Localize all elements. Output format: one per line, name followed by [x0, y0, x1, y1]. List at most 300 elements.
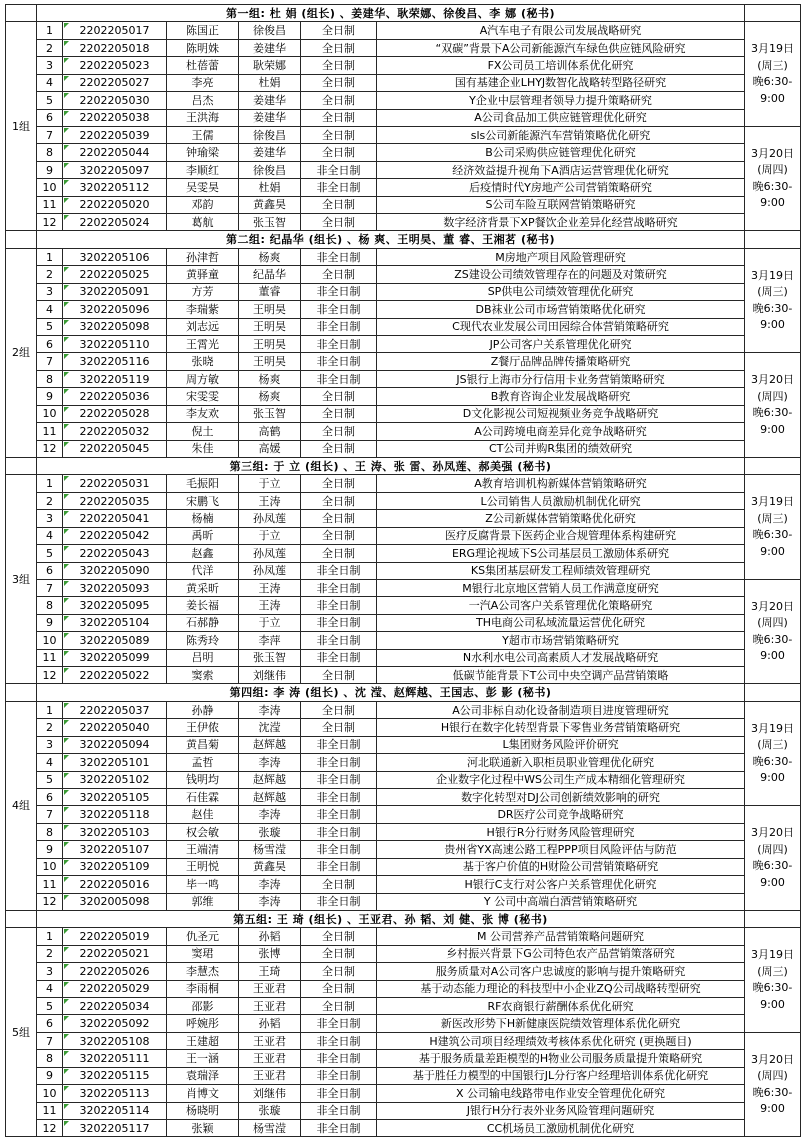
cell-student-name: 黄采昕: [167, 579, 239, 596]
session-datetime-line: 3月20日: [751, 373, 795, 387]
cell-advisor-name: 李涛: [239, 893, 301, 910]
cell-student-name: 石郝静: [167, 614, 239, 631]
text-format-flag-icon: [64, 372, 69, 377]
cell-student-id: [63, 266, 167, 283]
text-format-flag-icon: [64, 354, 69, 359]
cell-advisor-name: 李涛: [239, 754, 301, 771]
student-row: [6, 92, 801, 109]
cell-program-type: 全日制: [301, 928, 377, 945]
cell-student-id: [63, 876, 167, 893]
group-committee-header: 第二组: 纪晶华 (组长) 、杨 爽、王明昊、董 睿、王湘茗 (秘书): [37, 231, 745, 248]
cell-advisor-name: 刘继伟: [239, 1085, 301, 1102]
student-row: [6, 1102, 801, 1119]
cell-program-type: 非全日制: [301, 1067, 377, 1084]
student-row: [6, 998, 801, 1015]
cell-seq-number: 8: [37, 597, 63, 614]
text-format-flag-icon: [64, 807, 69, 812]
cell-seq-number: 10: [37, 858, 63, 875]
session-datetime-line: 3月19日: [751, 268, 795, 282]
cell-thesis-title: A汽车电子有限公司发展战略研究: [377, 22, 745, 39]
cell-seq-number: 8: [37, 1050, 63, 1067]
group-committee-header: 第五组: 王 琦 (组长) 、王亚君、孙 韬、刘 健、张 博 (秘书): [37, 910, 745, 927]
cell-thesis-title: 一汽A公司客户关系管理优化策略研究: [377, 597, 745, 614]
session-datetime-line: 晚6:30-: [752, 859, 793, 873]
cell-seq-number: 4: [37, 74, 63, 91]
cell-student-name: 周方敏: [167, 370, 239, 387]
student-row: [6, 527, 801, 544]
cell-seq-number: 7: [37, 353, 63, 370]
cell-program-type: 非全日制: [301, 353, 377, 370]
cell-thesis-title: B教育咨询企业发展战略研究: [377, 388, 745, 405]
cell-student-id: [63, 632, 167, 649]
cell-advisor-name: 姜建华: [239, 144, 301, 161]
cell-student-name: 方芳: [167, 283, 239, 300]
cell-advisor-name: 高媛: [239, 440, 301, 457]
cell-seq-number: 11: [37, 423, 63, 440]
cell-student-id: [63, 806, 167, 823]
cell-student-name: 陈国正: [167, 22, 239, 39]
session-datetime-line: 9:00: [760, 771, 785, 785]
cell-student-id: [63, 980, 167, 997]
student-id-text: 2202205019: [79, 930, 150, 944]
cell-thesis-title: H银行R分行财务风险管理研究: [377, 823, 745, 840]
cell-seq-number: 1: [37, 22, 63, 39]
cell-seq-number: 10: [37, 179, 63, 196]
cell-thesis-title: sls公司新能源汽车营销策略优化研究: [377, 126, 745, 143]
cell-student-id: [63, 754, 167, 771]
cell-seq-number: 6: [37, 336, 63, 353]
cell-advisor-name: 李涛: [239, 876, 301, 893]
student-id-text: 3202205092: [79, 1017, 150, 1031]
text-format-flag-icon: [64, 755, 69, 760]
cell-thesis-title: A公司食品加工供应链管理优化研究: [377, 109, 745, 126]
cell-seq-number: 3: [37, 963, 63, 980]
cell-student-id: [63, 388, 167, 405]
cell-student-id: [63, 74, 167, 91]
session-datetime-line: 3月19日: [751, 948, 795, 962]
student-id-text: 3202205091: [79, 285, 150, 299]
cell-thesis-title: H银行C支行对公客户关系管理优化研究: [377, 876, 745, 893]
student-row: [6, 301, 801, 318]
cell-student-id: [63, 214, 167, 231]
student-id-text: 3202205114: [79, 1104, 150, 1118]
cell-program-type: 全日制: [301, 475, 377, 492]
cell-program-type: 全日制: [301, 92, 377, 109]
session-datetime-line: 3月20日: [751, 599, 795, 613]
student-id-text: 2202205039: [79, 128, 150, 142]
session-datetime-line: 晚6:30-: [752, 406, 793, 420]
cell-student-id: [63, 510, 167, 527]
cell-advisor-name: 张璇: [239, 1102, 301, 1119]
cell-student-name: 姜长福: [167, 597, 239, 614]
student-row: [6, 945, 801, 962]
cell-program-type: 全日制: [301, 405, 377, 422]
cell-seq-number: 1: [37, 475, 63, 492]
cell-seq-number: 11: [37, 876, 63, 893]
cell-seq-number: 9: [37, 388, 63, 405]
student-id-text: 2202205023: [79, 58, 150, 72]
cell-program-type: 非全日制: [301, 893, 377, 910]
cell-program-type: 非全日制: [301, 179, 377, 196]
cell-student-name: 朱佳: [167, 440, 239, 457]
student-id-text: 3202205106: [79, 250, 150, 264]
session-datetime-line: 9:00: [760, 997, 785, 1011]
cell-seq-number: 3: [37, 510, 63, 527]
cell-program-type: 全日制: [301, 980, 377, 997]
student-row: [6, 1050, 801, 1067]
cell-program-type: 全日制: [301, 126, 377, 143]
cell-student-id: [63, 736, 167, 753]
cell-thesis-title: 基于客户价值的H财险公司营销策略研究: [377, 858, 745, 875]
cell-program-type: 非全日制: [301, 1032, 377, 1049]
session-datetime-cell: [745, 701, 801, 806]
cell-thesis-title: DR医疗公司竞争战略研究: [377, 806, 745, 823]
text-format-flag-icon: [64, 302, 69, 307]
cell-program-type: 非全日制: [301, 841, 377, 858]
cell-program-type: 全日制: [301, 945, 377, 962]
cell-thesis-title: A教育培训机构新媒体营销策略研究: [377, 475, 745, 492]
student-row: [6, 492, 801, 509]
cell-seq-number: 6: [37, 788, 63, 805]
cell-program-type: 全日制: [301, 667, 377, 684]
student-id-text: 2202205016: [79, 877, 150, 891]
cell-student-name: 王霄光: [167, 336, 239, 353]
cell-student-id: [63, 545, 167, 562]
group-header-row: [6, 457, 801, 474]
cell-student-id: [63, 1032, 167, 1049]
cell-thesis-title: 服务质量对A公司客户忠诚度的影响与提升策略研究: [377, 963, 745, 980]
cell-student-name: 钱明均: [167, 771, 239, 788]
text-format-flag-icon: [64, 529, 69, 534]
cell-advisor-name: 王亚君: [239, 1032, 301, 1049]
student-row: [6, 736, 801, 753]
cell-student-name: 吴雯昊: [167, 179, 239, 196]
cell-student-id: [63, 22, 167, 39]
cell-advisor-name: 杜娟: [239, 74, 301, 91]
student-row: [6, 1085, 801, 1102]
cell-student-id: [63, 301, 167, 318]
cell-student-id: [63, 1015, 167, 1032]
session-datetime-line: 9:00: [760, 196, 785, 210]
student-row: [6, 423, 801, 440]
session-datetime-line: (周三): [757, 964, 788, 978]
text-format-flag-icon: [64, 180, 69, 185]
cell-advisor-name: 高鹤: [239, 423, 301, 440]
cell-student-name: 黄昌菊: [167, 736, 239, 753]
student-id-text: 3202205109: [79, 860, 150, 874]
cell-thesis-title: 后疫情时代Y房地产公司营销策略研究: [377, 179, 745, 196]
text-format-flag-icon: [64, 442, 69, 447]
group-committee-header: 第一组: 杜 娟 (组长) 、姜建华、耿荣娜、徐俊昌、李 娜 (秘书): [37, 5, 745, 22]
session-datetime-line: 9:00: [760, 875, 785, 889]
student-id-text: 2202205043: [79, 546, 150, 560]
student-id-text: 2202205018: [79, 41, 150, 55]
cell-seq-number: 12: [37, 440, 63, 457]
session-datetime-line: 9:00: [760, 422, 785, 436]
cell-student-id: [63, 336, 167, 353]
cell-thesis-title: FX公司员工培训体系优化研究: [377, 57, 745, 74]
student-row: [6, 336, 801, 353]
student-id-text: 2202205044: [79, 146, 150, 160]
cell-advisor-name: 姜建华: [239, 92, 301, 109]
session-datetime-line: (周三): [757, 511, 788, 525]
cell-thesis-title: 基于动态能力理论的科技型中小企业ZQ公司战略转型研究: [377, 980, 745, 997]
cell-seq-number: 1: [37, 701, 63, 718]
session-datetime-line: 晚6:30-: [752, 981, 793, 995]
student-row: [6, 248, 801, 265]
cell-student-name: 杨晓明: [167, 1102, 239, 1119]
text-format-flag-icon: [64, 598, 69, 603]
cell-student-name: 王一涵: [167, 1050, 239, 1067]
cell-student-id: [63, 667, 167, 684]
cell-student-name: 宋雯雯: [167, 388, 239, 405]
cell-seq-number: 9: [37, 1067, 63, 1084]
cell-student-id: [63, 998, 167, 1015]
cell-advisor-name: 王涛: [239, 597, 301, 614]
cell-seq-number: 11: [37, 649, 63, 666]
cell-thesis-title: CC机场员工激励机制优化研究: [377, 1120, 745, 1137]
cell-program-type: 全日制: [301, 144, 377, 161]
text-format-flag-icon: [64, 476, 69, 481]
group-label-cell: 4组: [6, 701, 37, 910]
student-id-text: 3202205102: [79, 773, 150, 787]
cell-program-type: 非全日制: [301, 248, 377, 265]
student-row: [6, 283, 801, 300]
cell-thesis-title: 基于服务质量差距模型的H物业公司服务质量提升策略研究: [377, 1050, 745, 1067]
cell-seq-number: 1: [37, 928, 63, 945]
cell-program-type: 非全日制: [301, 562, 377, 579]
cell-advisor-name: 刘继伟: [239, 667, 301, 684]
text-format-flag-icon: [64, 564, 69, 569]
cell-thesis-title: JP公司客户关系管理优化研究: [377, 336, 745, 353]
cell-student-name: 禹昕: [167, 527, 239, 544]
student-id-text: 3202205108: [79, 1034, 150, 1048]
session-datetime-line: 晚6:30-: [752, 754, 793, 768]
cell-seq-number: 12: [37, 1120, 63, 1137]
cell-thesis-title: 国有基建企业LHYJ数智化战略转型路径研究: [377, 74, 745, 91]
student-row: [6, 701, 801, 718]
cell-seq-number: 6: [37, 109, 63, 126]
text-format-flag-icon: [64, 668, 69, 673]
cell-thesis-title: 贵州省YX高速公路工程PPP项目风险评估与防范: [377, 841, 745, 858]
cell-seq-number: 9: [37, 161, 63, 178]
session-datetime-cell: [745, 928, 801, 1033]
student-row: [6, 858, 801, 875]
cell-student-id: [63, 179, 167, 196]
group-col-spacer-cell: [6, 684, 37, 701]
date-col-spacer-cell: [745, 684, 801, 701]
student-id-text: 2202205045: [79, 442, 150, 456]
student-row: [6, 928, 801, 945]
student-id-text: 2202205028: [79, 407, 150, 421]
cell-student-name: 吕明: [167, 649, 239, 666]
text-format-flag-icon: [64, 389, 69, 394]
cell-student-name: 肖博文: [167, 1085, 239, 1102]
cell-student-name: 郭维: [167, 893, 239, 910]
student-id-text: 2202205026: [79, 964, 150, 978]
student-id-text: 3202205099: [79, 651, 150, 665]
cell-seq-number: 10: [37, 405, 63, 422]
cell-seq-number: 8: [37, 823, 63, 840]
student-id-text: 3202205093: [79, 581, 150, 595]
cell-student-id: [63, 1067, 167, 1084]
student-row: [6, 388, 801, 405]
cell-seq-number: 12: [37, 214, 63, 231]
cell-seq-number: 3: [37, 736, 63, 753]
cell-seq-number: 2: [37, 945, 63, 962]
cell-student-name: 毛振阳: [167, 475, 239, 492]
student-row: [6, 614, 801, 631]
cell-advisor-name: 张璇: [239, 823, 301, 840]
cell-seq-number: 6: [37, 562, 63, 579]
text-format-flag-icon: [64, 1069, 69, 1074]
cell-student-id: [63, 1085, 167, 1102]
text-format-flag-icon: [64, 633, 69, 638]
text-format-flag-icon: [64, 58, 69, 63]
cell-student-name: 呼婉彤: [167, 1015, 239, 1032]
cell-student-name: 李顺红: [167, 161, 239, 178]
student-row: [6, 179, 801, 196]
cell-student-id: [63, 527, 167, 544]
text-format-flag-icon: [64, 76, 69, 81]
cell-seq-number: 10: [37, 1085, 63, 1102]
cell-program-type: 非全日制: [301, 649, 377, 666]
cell-advisor-name: 于立: [239, 614, 301, 631]
cell-student-name: 李友欢: [167, 405, 239, 422]
cell-thesis-title: Y企业中层管理者领导力提升策略研究: [377, 92, 745, 109]
cell-thesis-title: JS银行上海市分行信用卡业务营销策略研究: [377, 370, 745, 387]
cell-student-name: 王儒: [167, 126, 239, 143]
cell-student-id: [63, 423, 167, 440]
session-datetime-cell: [745, 579, 801, 684]
cell-seq-number: 2: [37, 39, 63, 56]
cell-student-name: 窦珺: [167, 945, 239, 962]
student-row: [6, 771, 801, 788]
student-id-text: 3202205101: [79, 755, 150, 769]
cell-student-name: 陈秀玲: [167, 632, 239, 649]
cell-program-type: 非全日制: [301, 806, 377, 823]
cell-student-name: 孟哲: [167, 754, 239, 771]
cell-program-type: 非全日制: [301, 283, 377, 300]
cell-program-type: 全日制: [301, 266, 377, 283]
cell-student-name: 陈明姝: [167, 39, 239, 56]
cell-advisor-name: 杨爽: [239, 388, 301, 405]
text-format-flag-icon: [64, 860, 69, 865]
text-format-flag-icon: [64, 738, 69, 743]
cell-program-type: 全日制: [301, 998, 377, 1015]
cell-thesis-title: CT公司并购R集团的绩效研究: [377, 440, 745, 457]
cell-seq-number: 2: [37, 492, 63, 509]
student-row: [6, 475, 801, 492]
student-row: [6, 579, 801, 596]
student-row: [6, 963, 801, 980]
cell-thesis-title: 经济效益提升视角下A酒店运营管理优化研究: [377, 161, 745, 178]
cell-advisor-name: 王明昊: [239, 353, 301, 370]
student-id-text: 2202205034: [79, 999, 150, 1013]
cell-program-type: 非全日制: [301, 632, 377, 649]
session-datetime-line: (周四): [757, 163, 788, 177]
cell-program-type: 非全日制: [301, 1050, 377, 1067]
text-format-flag-icon: [64, 616, 69, 621]
cell-advisor-name: 杨爽: [239, 248, 301, 265]
cell-advisor-name: 黄鑫昊: [239, 196, 301, 213]
cell-advisor-name: 赵辉越: [239, 788, 301, 805]
cell-student-name: 宋鹏飞: [167, 492, 239, 509]
student-row: [6, 893, 801, 910]
cell-seq-number: 12: [37, 667, 63, 684]
cell-student-id: [63, 109, 167, 126]
session-datetime-cell: [745, 475, 801, 580]
session-datetime-line: (周四): [757, 842, 788, 856]
cell-student-id: [63, 701, 167, 718]
cell-student-id: [63, 57, 167, 74]
cell-seq-number: 4: [37, 980, 63, 997]
cell-seq-number: 7: [37, 579, 63, 596]
cell-program-type: 非全日制: [301, 597, 377, 614]
student-id-text: 2202205029: [79, 982, 150, 996]
cell-program-type: 非全日制: [301, 161, 377, 178]
group-committee-header: 第三组: 于 立 (组长) 、王 涛、张 雷、孙凤莲、郝美强 (秘书): [37, 457, 745, 474]
student-id-text: 3202205112: [79, 180, 150, 194]
student-row: [6, 144, 801, 161]
cell-program-type: 全日制: [301, 545, 377, 562]
cell-thesis-title: ERG理论视域下S公司基层员工激励体系研究: [377, 545, 745, 562]
cell-thesis-title: RF农商银行薪酬体系优化研究: [377, 998, 745, 1015]
cell-seq-number: 5: [37, 545, 63, 562]
text-format-flag-icon: [64, 999, 69, 1004]
session-datetime-cell: [745, 248, 801, 353]
student-row: [6, 632, 801, 649]
student-id-text: 2202205022: [79, 668, 150, 682]
cell-student-id: [63, 353, 167, 370]
cell-program-type: 非全日制: [301, 579, 377, 596]
student-id-text: 2202205038: [79, 111, 150, 125]
student-id-text: 2202205041: [79, 511, 150, 525]
cell-student-id: [63, 945, 167, 962]
cell-student-id: [63, 248, 167, 265]
cell-seq-number: 2: [37, 719, 63, 736]
cell-seq-number: 9: [37, 841, 63, 858]
text-format-flag-icon: [64, 825, 69, 830]
cell-program-type: 全日制: [301, 527, 377, 544]
student-id-text: 2202205030: [79, 93, 150, 107]
cell-seq-number: 4: [37, 754, 63, 771]
text-format-flag-icon: [64, 546, 69, 551]
cell-program-type: 全日制: [301, 74, 377, 91]
cell-thesis-title: Y超市市场营销策略研究: [377, 632, 745, 649]
cell-advisor-name: 李萍: [239, 632, 301, 649]
cell-student-name: 窦索: [167, 667, 239, 684]
text-format-flag-icon: [64, 947, 69, 952]
cell-program-type: 非全日制: [301, 858, 377, 875]
cell-seq-number: 5: [37, 998, 63, 1015]
cell-thesis-title: M房地产项目风险管理研究: [377, 248, 745, 265]
cell-student-name: 邵影: [167, 998, 239, 1015]
cell-student-name: 王明悦: [167, 858, 239, 875]
cell-student-name: 吕杰: [167, 92, 239, 109]
session-datetime-line: 3月19日: [751, 495, 795, 509]
cell-thesis-title: A公司非标自动化设备制造项目进度管理研究: [377, 701, 745, 718]
cell-program-type: 全日制: [301, 510, 377, 527]
cell-thesis-title: 基于胜任力模型的中国银行JL分行客户经理培训体系优化研究: [377, 1067, 745, 1084]
student-row: [6, 57, 801, 74]
cell-thesis-title: 乡村振兴背景下G公司特色农产品营销策落研究: [377, 945, 745, 962]
cell-thesis-title: DB袜业公司市场营销策略优化研究: [377, 301, 745, 318]
session-datetime-line: 晚6:30-: [752, 632, 793, 646]
cell-seq-number: 8: [37, 370, 63, 387]
text-format-flag-icon: [64, 790, 69, 795]
cell-advisor-name: 董睿: [239, 283, 301, 300]
